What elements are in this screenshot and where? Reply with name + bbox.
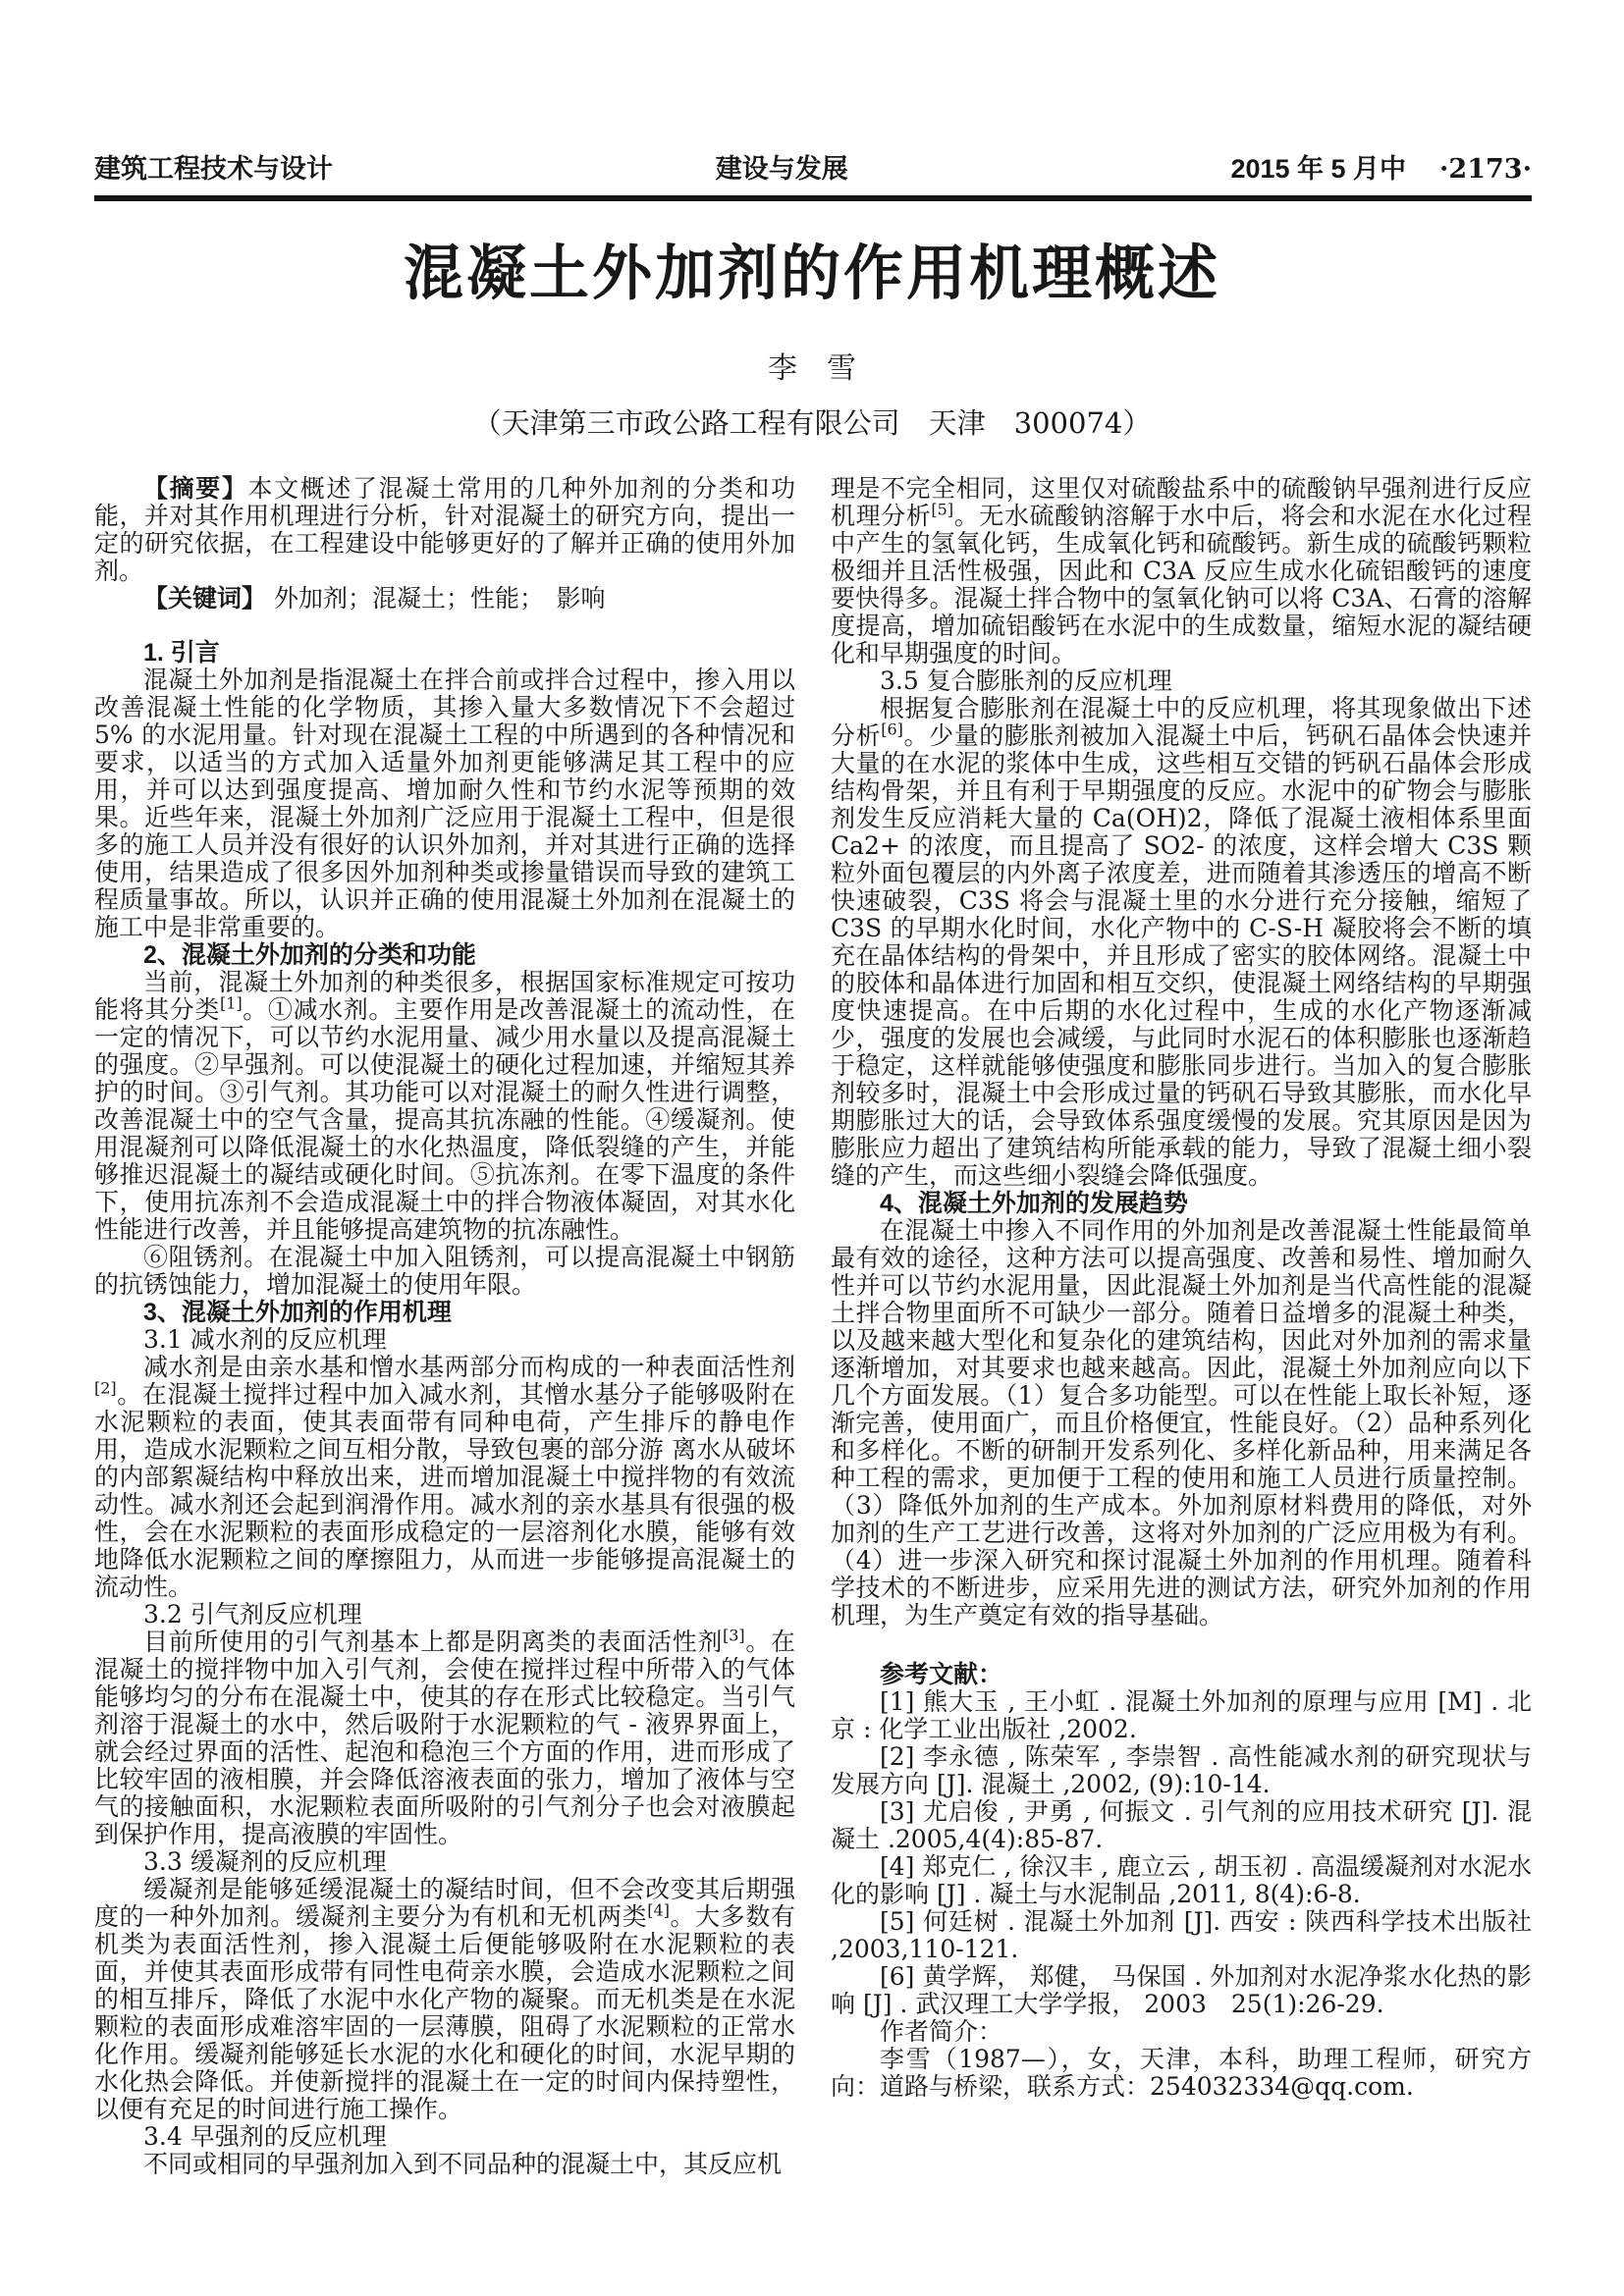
reference-3: [3] 尤启俊 , 尹勇 , 何振文 . 引气剂的应用技术研究 [J]. 混凝土 .2005,4(4):85-87. [831,1797,1532,1853]
section-4-heading: 4、混凝土外加剂的发展趋势 [880,1190,1188,1217]
references-heading: 参考文献： [880,1661,1003,1688]
bio-text: 李雪（1987—），女，天津，本科，助理工程师，研究方向：道路与桥梁，联系方式：254032334@qq.com. [831,2045,1532,2101]
keywords [94,585,795,613]
subsection-3-1-heading: 3.1 减水剂的反应机理 [143,1325,387,1354]
development-trend-paragraph: 在混凝土中掺入不同作用的外加剂是改善混凝土性能最简单最有效的途径，这种方法可以提高强度、改善和易性、增加耐久性并可以节约水泥用量，因此混凝土外加剂是当代高性能的混凝土拌合物里面所不可缺少一部分。随着日益增多的混凝土种类，以及越来越大型化和复杂化的建筑结构，因此对外加剂的需求量逐渐增加，对其要求也越来越高。因此，混凝土外加剂应向以下几个方面发展。（1）复合多功能型。可以在性能上取长补短，逐渐完善，使用面广，而且价格便宜，性能良好。（2）品种系列化和多样化。不断的研制开发系列化、多样化新品种，用来满足各种工程的需求，更加便于工程的使用和施工人员进行质量控制。（3）降低外加剂的生产成本。外加剂原材料费用的降低，对外加剂的生产工艺进行改善，这将对外加剂的广泛应用极为有利。（4）进一步深入研究和探讨混凝土外加剂的作用机理。随着科学技术的不断进步，应采用先进的测试方法，研究外加剂的作用机理，为生产奠定有效的指导基础。 [831,1216,1532,1629]
page-number: ·2173· [1439,154,1532,185]
right-column [831,475,1532,2178]
subsection-3-5-heading: 3.5 复合膨胀剂的反应机理 [880,667,1172,695]
early-strength-paragraph-start: 不同或相同的早强剂加入到不同品种的混凝土中，其反应机 [143,2150,783,2178]
header-divider [94,195,1532,201]
reference-4: [4] 郑克仁 , 徐汉丰 , 鹿立云 , 胡玉初 . 高温缓凝剂对水泥水化的影响 [J] . 凝土与水泥制品 ,2011, 8(4):6-8. [831,1852,1532,1908]
subsection-3-2-heading: 3.2 引气剂反应机理 [143,1600,362,1629]
reference-5: [5] 何廷树 . 混凝土外加剂 [J]. 西安 : 陕西科学技术出版社 ,2003,110-121. [831,1907,1532,1963]
section-1-heading: 1. 引言 [143,639,220,667]
left-column [94,475,795,2178]
retarder-paragraph: 缓凝剂是能够延缓混凝土的凝结时间，但不会改变其后期强度的一种外加剂。缓凝剂主要分为有机和无机两类[4]。大多数有机类为表面活性剂，掺入混凝土后便能够吸附在水泥颗粒的表面，并使其表面形成带有同性电荷亲水膜，会造成水泥颗粒之间的相互排斥，降低了水泥中水化产物的凝聚。而无机类是在水泥颗粒的表面形成难溶牢固的一层薄膜，阻碍了水泥颗粒的正常水化作用。缓凝剂能够延长水泥的水化和硬化的时间，水泥早期的水化热会降低。并使新搅拌的混凝土在一定的时间内保持塑性，以便有充足的时间进行施工操作。 [94,1875,795,2123]
author-name: 李 雪 [768,351,856,386]
keywords-text: 外加剂；混凝土；性能； 影响 [266,584,606,613]
column-section-title: 建设与发展 [715,154,848,184]
section-3-heading: 3、混凝土外加剂的作用机理 [143,1299,452,1326]
air-entrainer-paragraph: 目前所使用的引气剂基本上都是阴离类的表面活性剂[3]。在混凝土的搅拌物中加入引气剂，会使在搅拌过程中所带入的气体能够均匀的分布在混凝土中，使其的存在形式比较稳定。当引气剂溶于混凝土的水中，然后吸附于水泥颗粒的气 - 液界界面上，就会经过界面的活性、起泡和稳泡三个方面的作用，进而形成了比较牢固的液相膜，并会降低溶液表面的张力，增加了液体与空气的接触面积，水泥颗粒表面所吸附的引气剂分子也会对液膜起到保护作用，提高液膜的牢固性。 [94,1626,795,1848]
classification-paragraph-2: ⑥阻锈剂。在混凝土中加入阻锈剂，可以提高混凝土中钢筋的抗锈蚀能力，增加混凝土的使用年限。 [94,1243,795,1299]
subsection-3-3-heading: 3.3 缓凝剂的反应机理 [143,1847,387,1876]
abstract-label: 【摘要】 [143,475,248,503]
reference-1: [1] 熊大玉 , 王小虹 . 混凝土外加剂的原理与应用 [M] . 北京 : 化学工业出版社 ,2002. [831,1687,1532,1743]
keywords-label: 【关键词】 [143,585,267,613]
abstract [94,475,795,585]
subsection-3-4-heading: 3.4 早强剂的反应机理 [143,2122,387,2151]
issue-date: 2015 年 5 月中 [1230,154,1407,184]
bio-heading: 作者简介： [880,2017,1003,2046]
page-header [94,147,1532,186]
early-strength-paragraph-continued: 理是不完全相同，这里仅对硫酸盐系中的硫酸钠早强剂进行反应机理分析[5]。无水硫酸钠溶解于水中后，将会和水泥在水化过程中产生的氢氧化钙，生成氧化钙和硫酸钙。新生成的硫酸钙颗粒极细并且活性极强，因此和 C3A 反应生成水化硫铝酸钙的速度要快得多。混凝土拌合物中的氢氧化钠可以将 C3A、石膏的溶解度提高，增加硫铝酸钙在水泥中的生成数量，缩短水泥的凝结硬化和早期强度的时间。 [831,474,1532,667]
classification-paragraph-1: 当前，混凝土外加剂的种类很多，根据国家标准规定可按功能将其分类[1]。①减水剂。主要作用是改善混凝土的流动性，在一定的情况下，可以节约水泥用量、减少用水量以及提高混凝土的强度。②早强剂。可以使混凝土的硬化过程加速，并缩短其养护的时间。③引气剂。其功能可以对混凝土的耐久性进行调整，改善混凝土中的空气含量，提高其抗冻融的性能。④缓凝剂。使用混凝剂可以降低混凝土的水化热温度，降低裂缝的产生，并能够推迟混凝土的凝结或硬化时间。⑤抗冻剂。在零下温度的条件下，使用抗冻剂不会造成混凝土中的拌合物液体凝固，对其水化性能进行改善，并且能够提高建筑物的抗冻融性。 [94,968,795,1244]
reference-6: [6] 黄学辉， 郑健， 马保国 . 外加剂对水泥净浆水化热的影响 [J] . 武汉理工大学学报， 2003 25(1):26-29. [831,1962,1532,2018]
article-body [94,475,1532,2178]
reference-2: [2] 李永德 , 陈荣军 , 李崇智 . 高性能减水剂的研究现状与发展方向 [J]. 混凝土 ,2002, (9):10-14. [831,1742,1532,1798]
header-right [1230,147,1532,186]
intro-paragraph: 混凝土外加剂是指混凝土在拌合前或拌合过程中，掺入用以改善混凝土性能的化学物质，其掺入量大多数情况下不会超过 5% 的水泥用量。针对现在混凝土工程的中所遇到的各种情况和要求，以适当的方式加入适量外加剂更能够满足其工程中的应用，并可以达到强度提高、增加耐久性和节约水泥等预期的效果。近些年来，混凝土外加剂广泛应用于混凝土工程中，但是很多的施工人员并没有很好的认识外加剂，并对其进行正确的选择使用，结果造成了很多因外加剂种类或掺量错误而导致的建筑工程质量事故。所以，认识并正确的使用混凝土外加剂在混凝土的施工中是非常重要的。 [94,666,795,941]
author-affiliation: （天津第三市政公路工程有限公司 天津 300074） [472,406,1152,440]
expansion-agent-paragraph: 根据复合膨胀剂在混凝土中的反应机理，将其现象做出下述分析[6]。少量的膨胀剂被加入混凝土中后，钙矾石晶体会快速并大量的在水泥的浆体中生成，这些相互交错的钙矾石晶体会形成结构骨架，并且有利于早期强度的反应。水泥中的矿物会与膨胀剂发生反应消耗大量的 Ca(OH)2，降低了混凝土液相体系里面 Ca2+ 的浓度，而且提高了 SO2- 的浓度，这样会增大 C3S 颗粒外面包覆层的内外离子浓度差，进而随着其渗透压的增高不断快速破裂，C3S 将会与混凝土里的水分进行充分接触，缩短了 C3S 的早期水化时间，水化产物中的 C-S-H 凝胶将会不断的填充在晶体结构的骨架中，并且形成了密实的胶体网络。混凝土中的胶体和晶体进行加固和相互交织，使混凝土网络结构的早期强度快速提高。在中后期的水化过程中，生成的水化产物逐渐减少，强度的发展也会减缓，与此同时水泥石的体积膨胀也逐渐趋于稳定，这样就能够使强度和膨胀同步进行。当加入的复合膨胀剂较多时，混凝土中会形成过量的钙矾石导致其膨胀，而水化早期膨胀过大的话，会导致体系强度缓慢的发展。究其原因是因为膨胀应力超出了建筑结构所能承载的能力，导致了混凝土细小裂缝的产生，而这些细小裂缝会降低强度。 [831,694,1532,1190]
abstract-text: 本文概述了混凝土常用的几种外加剂的分类和功能，并对其作用机理进行分析，针对混凝土的研究方向，提出一定的研究依据，在工程建设中能够更好的了解并正确的使用外加剂。 [94,474,795,585]
journal-name: 建筑工程技术与设计 [94,154,333,184]
section-2-heading: 2、混凝土外加剂的分类和功能 [143,941,476,969]
water-reducer-paragraph: 减水剂是由亲水基和憎水基两部分而构成的一种表面活性剂[2]。在混凝土搅拌过程中加入减水剂，其憎水基分子能够吸附在水泥颗粒的表面，使其表面带有同种电荷，产生排斥的静电作用，造成水泥颗粒之间互相分散，导致包裹的部分游 离水从破坏的内部絮凝结构中释放出来，进而增加混凝土中搅拌物的有效流动性。减水剂还会起到润滑作用。减水剂的亲水基具有很强的极性，会在水泥颗粒的表面形成稳定的一层溶剂化水膜，能够有效地降低水泥颗粒之间的摩擦阻力，从而进一步能够提高混凝土的流动性。 [94,1353,795,1601]
article-title: 混凝土外加剂的作用机理概述 [403,239,1220,308]
